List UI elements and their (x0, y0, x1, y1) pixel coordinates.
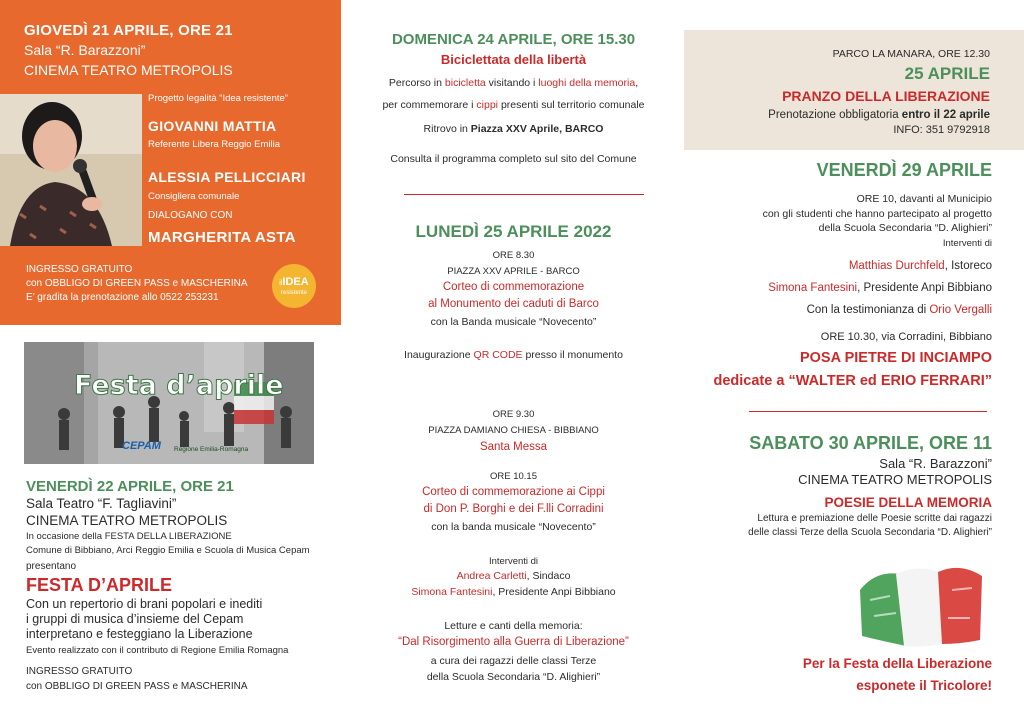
cepam-logo: CEPAM (122, 440, 161, 452)
lunch-booking (768, 109, 990, 121)
bike-l1e: , (635, 77, 639, 89)
monday-time-2: ORE 9.30 (492, 409, 535, 420)
speaker-2-role: Consigliera comunale (148, 191, 240, 202)
right-divider (749, 411, 987, 412)
fri-sp3b: Orio Vergalli (929, 304, 992, 316)
closing-line-2: esponete il Tricolore! (856, 678, 992, 693)
monday-place-1: PIAZZA XXV APRILE - BARCO (447, 266, 580, 277)
festa-aprile-image (24, 342, 314, 464)
monday-cura-1: a cura dei ragazzi delle classi Terze (430, 655, 597, 667)
speaker-3-name: MARGHERITA ASTA (148, 229, 296, 246)
monday-time-3: ORE 10.15 (490, 471, 537, 482)
bike-l1d: luoghi della memoria (538, 77, 636, 89)
event-22-entry-2: con OBBLIGO DI GREEN PASS e MASCHERINA (26, 681, 248, 692)
fri-sp2b: , Presidente Anpi Bibbiano (857, 282, 992, 294)
booking-b: entro il 22 aprile (901, 109, 990, 121)
monday-band-1: con la Banda musicale “Novecento” (430, 316, 597, 328)
festa-image-title: Festa d’aprile (74, 370, 284, 401)
middle-column (343, 0, 684, 726)
saturday-title: SABATO 30 APRILE, ORE 11 (749, 433, 992, 453)
lunch-info: INFO: 351 9792918 (893, 124, 990, 136)
friday-l2: con gli studenti che hanno partecipato al progetto (762, 208, 992, 220)
italian-flag-icon (856, 560, 986, 648)
monday-letture: Letture e canti della memoria: (444, 620, 583, 632)
left-column (0, 0, 343, 726)
event-21-venue: Sala “R. Barazzoni” (24, 42, 146, 58)
booking-a: Prenotazione obbligatoria (768, 109, 902, 121)
bike-l1a: Percorso in (388, 77, 445, 89)
idea-logo-small: il (279, 280, 283, 287)
bike-line-4: Consulta il programma completo sul sito del Comune (390, 153, 637, 165)
project-label: Progetto legalità “Idea resistente” (148, 93, 288, 104)
lunch-title: PRANZO DELLA LIBERAZIONE (782, 88, 990, 104)
event-22-note: Evento realizzato con il contributo di Regione Emilia Romagna (26, 645, 289, 656)
speaker-2-name: ALESSIA PELLICCIARI (148, 169, 306, 185)
fri-sp2a: Simona Fantesini (768, 282, 858, 294)
monday-interventi: Interventi di (488, 556, 539, 567)
bike-l3a: Ritrovo in (423, 123, 471, 135)
dialog-label: DIALOGANO CON (148, 210, 233, 221)
closing-line-1: Per la Festa della Liberazione (802, 656, 992, 671)
speaker-photo-illustration (0, 94, 142, 246)
qr-a: Inaugurazione (404, 349, 474, 361)
event-22-occasion-1: In occasione della FESTA DELLA LIBERAZIONE (26, 531, 232, 542)
bike-line-3 (343, 123, 684, 135)
saturday-desc-1: Lettura e premiazione delle Poesie scritte dai ragazzi (757, 513, 992, 524)
friday-title: VENERDÌ 29 APRILE (816, 160, 992, 180)
monday-cura-2: della Scuola Secondaria “D. Alighieri” (426, 671, 601, 683)
friday-speaker-2 (768, 282, 992, 294)
festa-photo-illustration (24, 342, 314, 464)
event-22-desc-1: Con un repertorio di brani popolari e inediti (26, 597, 263, 611)
speaker-photo (0, 94, 142, 246)
event-21-place: CINEMA TEATRO METROPOLIS (24, 62, 233, 78)
monday-band-2: con la banda musicale “Novecento” (431, 521, 596, 533)
stones-dedication: dedicate a “WALTER ed ERIO FERRARI” (713, 373, 992, 389)
friday-speaker-3 (807, 304, 992, 316)
fri-sp1a: Matthias Durchfeld (848, 260, 945, 272)
bike-title: DOMENICA 24 APRILE, ORE 15.30 (391, 31, 636, 48)
qr-b: QR CODE (473, 349, 523, 361)
stones-title: POSA PIETRE DI INCIAMPO (799, 350, 992, 366)
monday-mass: Santa Messa (479, 441, 548, 453)
sp2b: , Presidente Anpi Bibbiano (492, 586, 616, 598)
bike-l3b: Piazza XXV Aprile, BARCO (470, 123, 604, 135)
friday-l3: della Scuola Secondaria “D. Alighieri” (818, 222, 992, 234)
event-22-entry-1: INGRESSO GRATUITO (26, 666, 133, 677)
event-21-entry-2: con OBBLIGO DI GREEN PASS e MASCHERINA (26, 278, 248, 289)
event-22-venue: Sala Teatro “F. Tagliavini” (26, 496, 177, 511)
saturday-desc-2: delle classi Terze della Scuola Secondaria “D. Alighieri” (748, 527, 992, 538)
bike-line-1 (343, 77, 684, 89)
monday-corteo-1b: al Monumento dei caduti di Barco (428, 298, 599, 310)
saturday-place: CINEMA TEATRO METROPOLIS (798, 472, 992, 487)
event-22-presents: presentano (26, 561, 77, 572)
fri-sp3a: Con la testimonianza di (806, 304, 930, 316)
event-21-entry-1: INGRESSO GRATUITO (26, 264, 133, 275)
event-22-title: VENERDÌ 22 APRILE, ORE 21 (26, 478, 234, 495)
regione-logo: Regione Emilia-Romagna (174, 446, 249, 453)
bike-l1b: bicicletta (444, 77, 486, 89)
middle-divider (404, 194, 644, 195)
event-22-desc-3: interpretano e festeggiano la Liberazione (26, 627, 253, 641)
event-22-occasion-2: Comune di Bibbiano, Arci Reggio Emilia e Scuola di Musica Cepam (26, 545, 310, 556)
idea-resistente-logo (272, 264, 316, 308)
friday-time-2: ORE 10.30, via Corradini, Bibbiano (820, 331, 992, 343)
lunch-date: 25 APRILE (904, 64, 990, 83)
flag-drawing (856, 560, 986, 648)
monday-title: LUNEDÌ 25 APRILE 2022 (415, 222, 612, 241)
bike-l2a: per commemorare i (382, 99, 477, 111)
monday-letture-title: “Dal Risorgimento alla Guerra di Liberazione” (398, 636, 629, 648)
sp1a: Andrea Carletti (456, 570, 527, 582)
bike-subtitle: Biciclettata della libertà (440, 52, 587, 67)
monday-time-1: ORE 8.30 (492, 250, 535, 261)
bike-l2c: presenti sul territorio comunale (498, 99, 645, 111)
event-22-place: CINEMA TEATRO METROPOLIS (26, 513, 228, 528)
friday-l1: ORE 10, davanti al Municipio (856, 193, 992, 205)
sp2a: Simona Fantesini (411, 586, 493, 598)
fri-sp1b: , Istoreco (944, 260, 992, 272)
sp1b: , Sindaco (526, 570, 571, 582)
friday-speaker-1 (849, 260, 992, 272)
bike-line-2 (343, 99, 684, 111)
monday-speaker-2 (343, 586, 684, 598)
bike-l2b: cippi (476, 99, 499, 111)
speaker-1-role: Referente Libera Reggio Emilia (148, 139, 281, 150)
idea-logo-sub: resistente (280, 290, 307, 296)
monday-corteo-2b: di Don P. Borghi e dei F.lli Corradini (423, 503, 604, 515)
lunch-panel (684, 30, 1024, 150)
idea-logo-big: IDEA (282, 276, 309, 288)
monday-qr-line (343, 349, 684, 361)
event-22-desc-2: i gruppi di musica d’insieme del Cepam (26, 612, 244, 626)
saturday-show: POESIE DELLA MEMORIA (824, 495, 992, 510)
event-21-april-panel (0, 0, 341, 325)
saturday-venue: Sala “R. Barazzoni” (879, 456, 992, 471)
event-21-entry-3: E’ gradita la prenotazione allo 0522 253231 (26, 292, 219, 303)
event-21-title: GIOVEDÌ 21 APRILE, ORE 21 (24, 22, 233, 39)
qr-c: presso il monumento (522, 349, 623, 361)
monday-corteo-1a: Corteo di commemorazione (442, 281, 585, 293)
lunch-place: PARCO LA MANARA, ORE 12.30 (832, 48, 990, 60)
monday-speaker-1 (343, 570, 684, 582)
festa-aprile-title: FESTA D’APRILE (26, 575, 173, 595)
monday-corteo-2a: Corteo di commemorazione ai Cippi (422, 486, 605, 498)
friday-l4: Interventi di (942, 238, 992, 249)
bike-l1c: visitando i (485, 77, 539, 89)
speaker-1-name: GIOVANNI MATTIA (148, 118, 277, 134)
monday-place-2: PIAZZA DAMIANO CHIESA - BIBBIANO (428, 425, 599, 436)
